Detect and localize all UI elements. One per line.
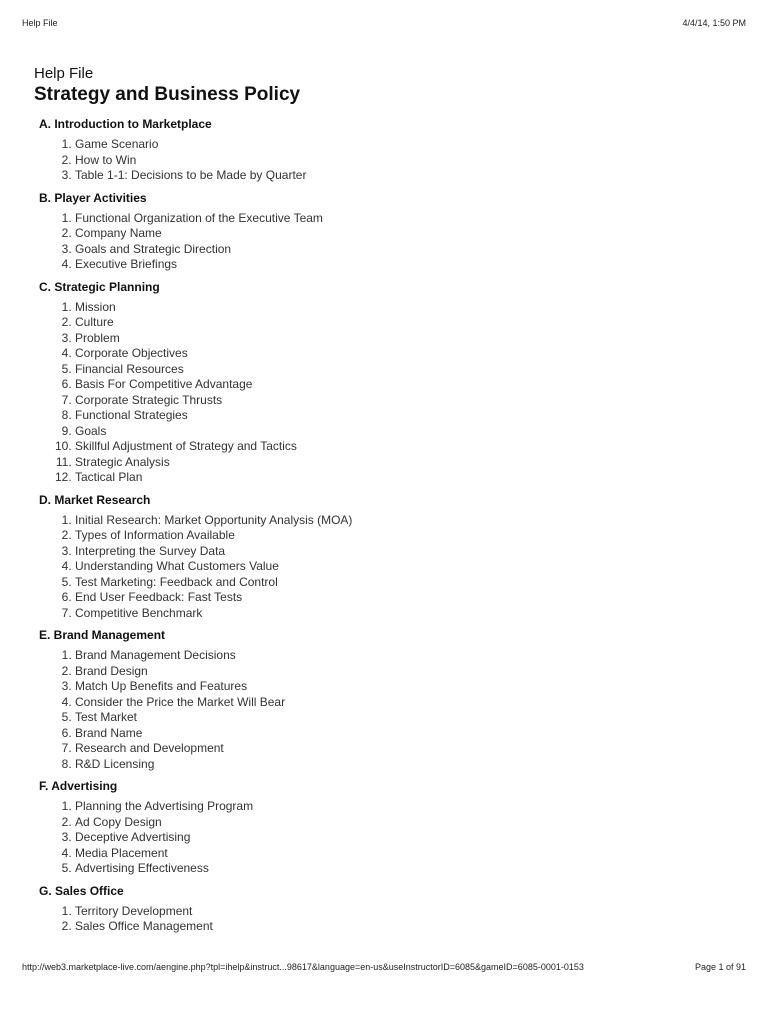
section-item-list (39, 300, 738, 486)
help-topic-link[interactable]: 7. Corporate Strategic Thrusts (75, 393, 738, 409)
print-header-datetime: 4/4/14, 1:50 PM (682, 18, 746, 28)
help-topic-link[interactable]: 1. Brand Management Decisions (75, 648, 738, 664)
print-footer-url: http://web3.marketplace-live.com/aengine.php?tpl=ihelp&instruct...98617&language=en-us&useInstructorID=6085&gameID=6085-0001-0153 (22, 962, 584, 972)
section-item-list (39, 904, 738, 935)
help-topic-link[interactable]: 6. Basis For Competitive Advantage (75, 377, 738, 393)
help-topic-link[interactable]: 1. Functional Organization of the Executive Team (75, 211, 738, 227)
help-topic-link[interactable]: 4. Executive Briefings (75, 257, 738, 273)
help-topic-link[interactable]: 1. Mission (75, 300, 738, 316)
section-heading[interactable]: G. Sales Office (39, 883, 124, 898)
help-topic-link[interactable]: 2. Brand Design (75, 664, 738, 680)
help-topic-link[interactable]: 2. How to Win (75, 153, 738, 169)
section-item-list (39, 211, 738, 273)
print-footer (22, 962, 746, 972)
help-topic-link[interactable]: 3. Problem (75, 331, 738, 347)
help-topic-link[interactable]: 5. Advertising Effectiveness (75, 861, 738, 877)
section-heading[interactable]: B. Player Activities (39, 190, 147, 205)
help-topic-link[interactable]: 4. Understanding What Customers Value (75, 559, 738, 575)
help-topic-link[interactable]: 3. Deceptive Advertising (75, 830, 738, 846)
help-topic-link[interactable]: 5. Test Marketing: Feedback and Control (75, 575, 738, 591)
help-topic-link[interactable]: 3. Goals and Strategic Direction (75, 242, 738, 258)
print-footer-page-number: Page 1 of 91 (694, 962, 746, 972)
help-file-title: Help File (34, 65, 94, 82)
section-item-list (39, 513, 738, 622)
help-topic-link[interactable]: 8. R&D Licensing (75, 757, 738, 773)
help-topic-link[interactable]: 5. Financial Resources (75, 362, 738, 378)
section-item-list (39, 648, 738, 772)
help-content (34, 64, 738, 942)
help-topic-link[interactable]: 7. Competitive Benchmark (75, 606, 738, 622)
help-topic-link[interactable]: 2. Ad Copy Design (75, 815, 738, 831)
help-topic-link[interactable]: 9. Goals (75, 424, 738, 440)
help-topic-link[interactable]: 2. Sales Office Management (75, 919, 738, 935)
help-section (39, 779, 738, 877)
help-topic-link[interactable]: 4. Consider the Price the Market Will Bear (75, 695, 738, 711)
section-heading[interactable]: D. Market Research (39, 492, 151, 507)
section-heading[interactable]: F. Advertising (39, 779, 118, 793)
help-topic-link[interactable]: 2. Types of Information Available (75, 528, 738, 544)
section-heading[interactable]: E. Brand Management (39, 628, 166, 642)
section-item-list (39, 137, 738, 184)
help-topic-link[interactable]: 4. Media Placement (75, 846, 738, 862)
help-topic-link[interactable]: 1. Initial Research: Market Opportunity Analysis (MOA) (75, 513, 738, 529)
print-header (22, 18, 746, 28)
section-item-list (39, 799, 738, 877)
help-topic-link[interactable]: 2. Company Name (75, 226, 738, 242)
help-topic-link[interactable]: 5. Test Market (75, 710, 738, 726)
help-section (39, 280, 738, 486)
help-section (39, 493, 738, 622)
help-topic-link[interactable]: 6. End User Feedback: Fast Tests (75, 590, 738, 606)
help-topic-link[interactable]: 1. Planning the Advertising Program (75, 799, 738, 815)
help-section (39, 191, 738, 273)
section-heading[interactable]: A. Introduction to Marketplace (39, 117, 212, 131)
section-list (34, 117, 738, 935)
print-header-title: Help File (22, 18, 58, 28)
help-topic-link[interactable]: 8. Functional Strategies (75, 408, 738, 424)
page-title: Strategy and Business Policy (34, 84, 301, 105)
help-topic-link[interactable]: 3. Interpreting the Survey Data (75, 544, 738, 560)
help-topic-link[interactable]: 3. Match Up Benefits and Features (75, 679, 738, 695)
help-topic-link[interactable]: 4. Corporate Objectives (75, 346, 738, 362)
help-topic-link[interactable]: 3. Table 1-1: Decisions to be Made by Quarter (75, 168, 738, 184)
help-topic-link[interactable]: 10. Skillful Adjustment of Strategy and Tactics (75, 439, 738, 455)
help-topic-link[interactable]: 1. Territory Development (75, 904, 738, 920)
help-topic-link[interactable]: 12. Tactical Plan (75, 470, 738, 486)
help-topic-link[interactable]: 1. Game Scenario (75, 137, 738, 153)
help-section (39, 884, 738, 935)
section-heading[interactable]: C. Strategic Planning (39, 279, 160, 294)
help-section (39, 628, 738, 772)
help-topic-link[interactable]: 7. Research and Development (75, 741, 738, 757)
help-topic-link[interactable]: 11. Strategic Analysis (75, 455, 738, 471)
help-section (39, 117, 738, 184)
help-topic-link[interactable]: 6. Brand Name (75, 726, 738, 742)
help-topic-link[interactable]: 2. Culture (75, 315, 738, 331)
